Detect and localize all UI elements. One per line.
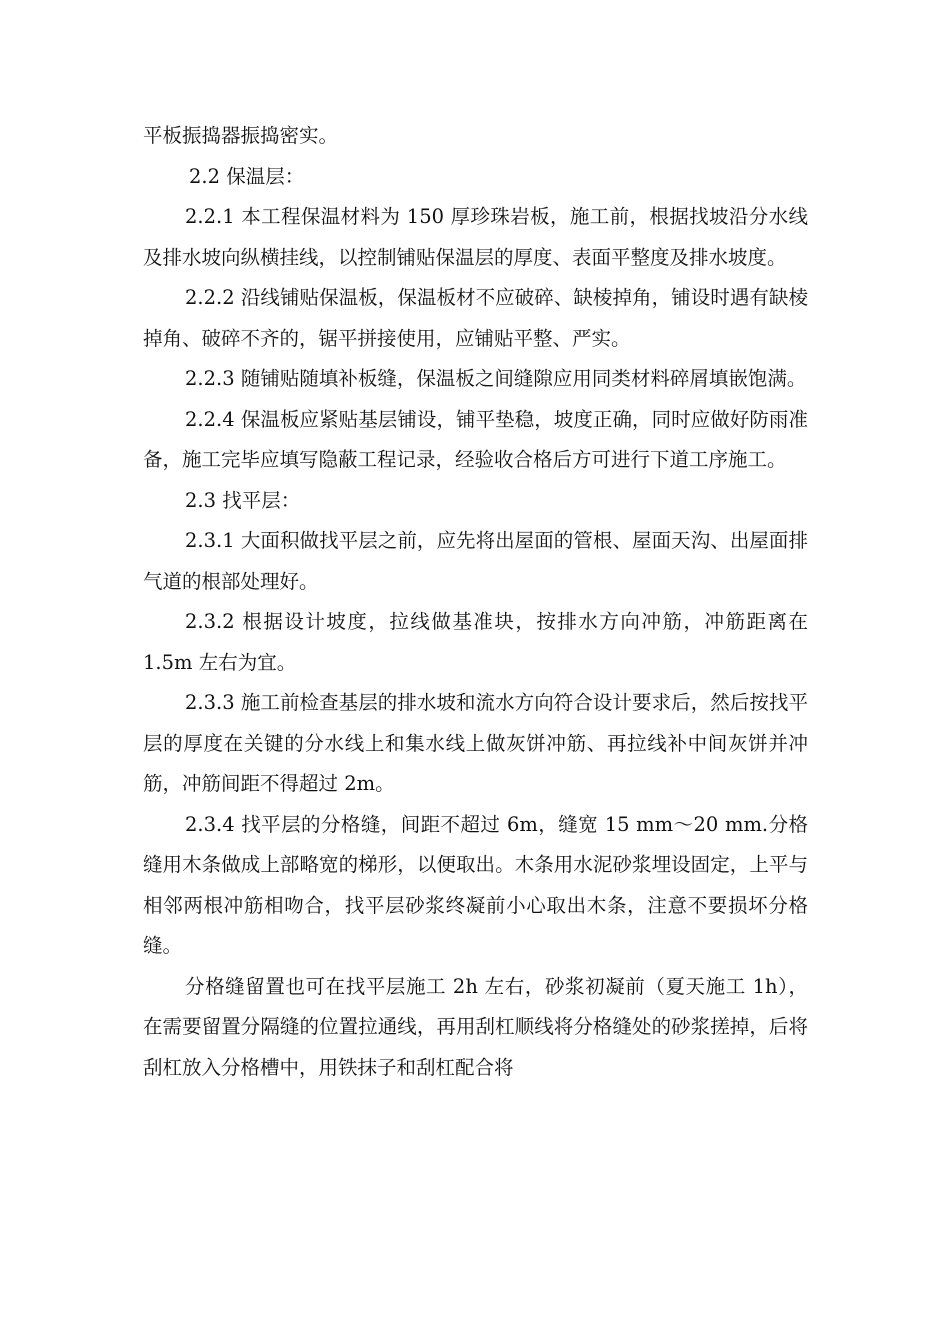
paragraph-2-2-2: 2.2.2 沿线铺贴保温板，保温板材不应破碎、缺棱掉角，铺设时遇有缺棱掉角、破碎不齐的，锯平拼接使用，应铺贴平整、严实。 xyxy=(143,286,808,350)
document-body xyxy=(143,116,808,1088)
paragraph-2-3-1: 2.3.1 大面积做找平层之前，应先将出屋面的管根、屋面天沟、出屋面排气道的根部处理好。 xyxy=(143,529,808,593)
section-heading-2-3: 2.3 找平层： xyxy=(185,488,301,512)
paragraph-joint-note: 分格缝留置也可在找平层施工 2h 左右，砂浆初凝前（夏天施工 1h），在需要留置分隔缝的位置拉通线，再用刮杠顺线将分格缝处的砂浆搓掉，后将刮杠放入分格槽中，用铁抹子和刮杠配合将 xyxy=(143,974,808,1079)
paragraph-2-2-4: 2.2.4 保温板应紧贴基层铺设，铺平垫稳，坡度正确，同时应做好防雨准备，施工完毕应填写隐蔽工程记录，经验收合格后方可进行下道工序施工。 xyxy=(143,407,808,471)
paragraph-2-3-2: 2.3.2 根据设计坡度，拉线做基准块，按排水方向冲筋，冲筋距离在 1.5m 左右为宜。 xyxy=(143,610,808,674)
paragraph-2-3-4: 2.3.4 找平层的分格缝，间距不超过 6m，缝宽 15 mm～20 mm.分格缝用木条做成上部略宽的梯形，以便取出。木条用水泥砂浆埋设固定，上平与相邻两根冲筋相吻合，找平层砂浆终凝前小心取出木条，注意不要损坏分格缝。 xyxy=(143,812,808,957)
paragraph-2-3-3: 2.3.3 施工前检查基层的排水坡和流水方向符合设计要求后，然后按找平层的厚度在关键的分水线上和集水线上做灰饼冲筋、再拉线补中间灰饼并冲筋，冲筋间距不得超过 2m。 xyxy=(143,691,808,795)
paragraph-2-2-3: 2.2.3 随铺贴随填补板缝，保温板之间缝隙应用同类材料碎屑填嵌饱满。 xyxy=(185,367,807,390)
paragraph-2-2-1: 2.2.1 本工程保温材料为 150 厚珍珠岩板，施工前，根据找坡沿分水线及排水坡向纵横挂线，以控制铺贴保温层的厚度、表面平整度及排水坡度。 xyxy=(143,205,808,269)
paragraph-continuation: 平板振捣器振捣密实。 xyxy=(143,124,339,147)
section-heading-2-2: 2.2 保温层： xyxy=(189,164,305,188)
